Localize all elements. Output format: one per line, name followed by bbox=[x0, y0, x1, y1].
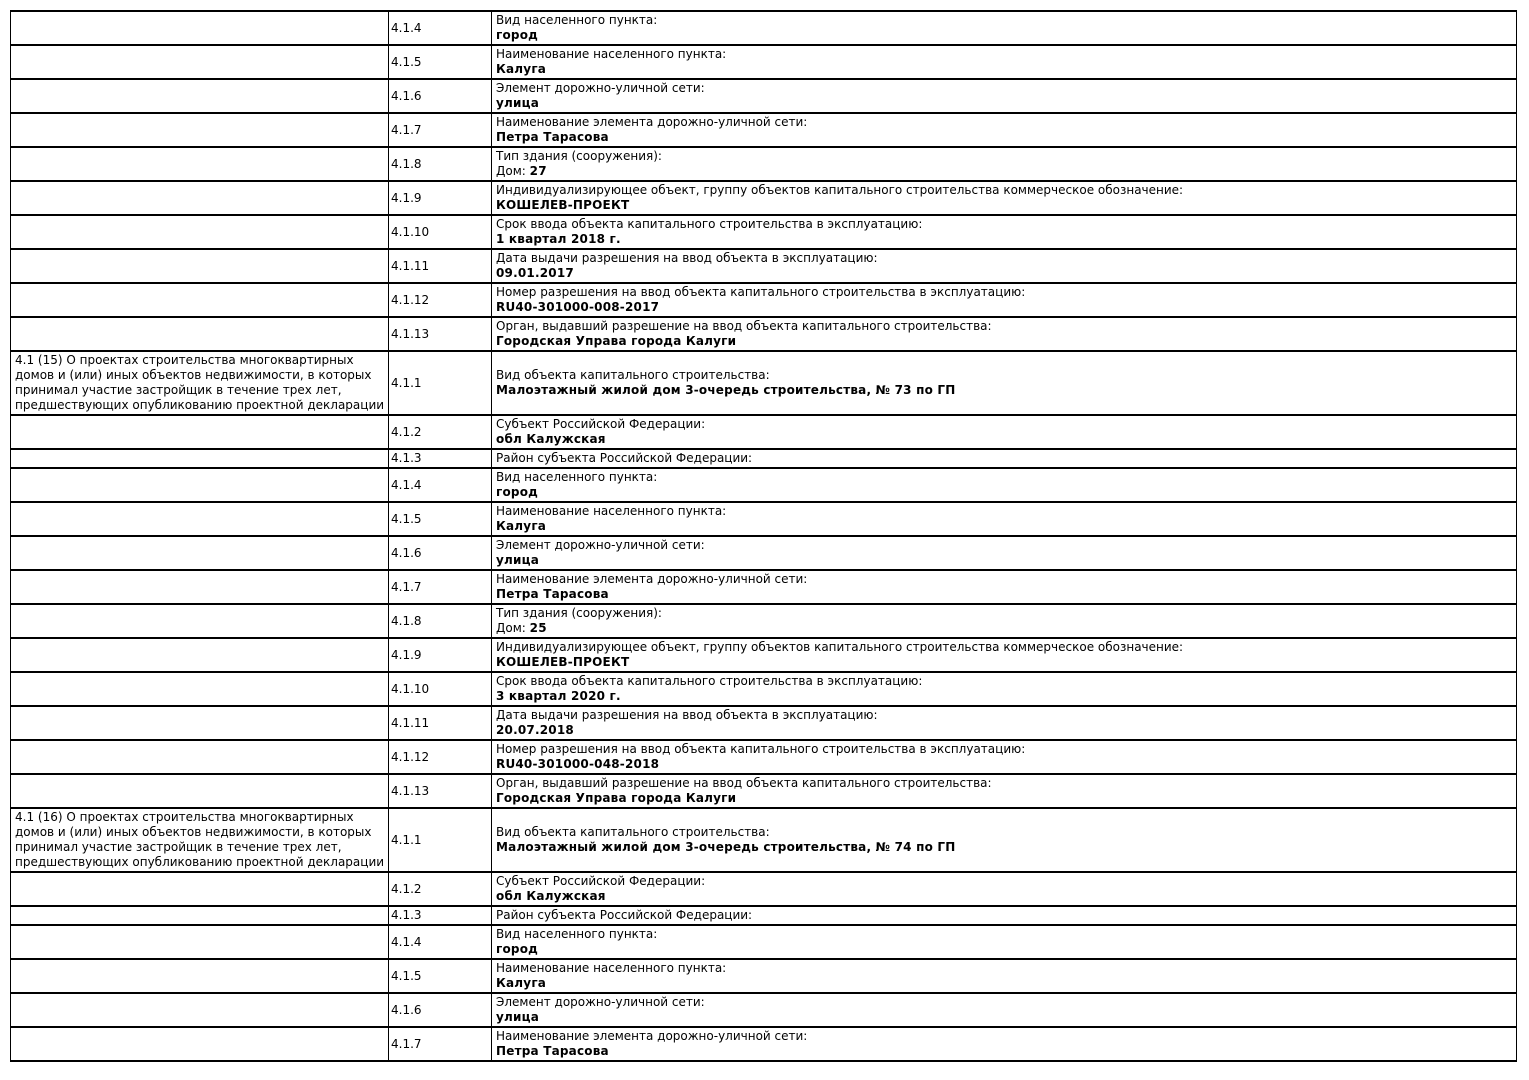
section-description-cell bbox=[11, 706, 389, 740]
table-row bbox=[11, 415, 1517, 449]
field-cell bbox=[492, 925, 1517, 959]
section-description-cell bbox=[11, 872, 389, 906]
item-number-cell: 4.1.5 bbox=[389, 502, 492, 536]
field-label: Номер разрешения на ввод объекта капитального строительства в эксплуатацию: bbox=[496, 285, 1026, 299]
table-row bbox=[11, 351, 1517, 415]
field-value bbox=[496, 621, 1513, 636]
field-value: Петра Тарасова bbox=[496, 587, 609, 601]
section-description-cell bbox=[11, 317, 389, 351]
field-value: Петра Тарасова bbox=[496, 130, 609, 144]
field-value: Городская Управа города Калуги bbox=[496, 334, 737, 348]
section-description-cell bbox=[11, 1027, 389, 1061]
item-number-cell: 4.1.5 bbox=[389, 45, 492, 79]
item-number-cell: 4.1.12 bbox=[389, 740, 492, 774]
table-row bbox=[11, 215, 1517, 249]
field-cell bbox=[492, 351, 1517, 415]
table-row bbox=[11, 740, 1517, 774]
item-number-cell: 4.1.6 bbox=[389, 536, 492, 570]
table-row bbox=[11, 774, 1517, 808]
field-cell bbox=[492, 872, 1517, 906]
field-value: Калуга bbox=[496, 976, 547, 990]
item-number-cell: 4.1.4 bbox=[389, 11, 492, 45]
field-value-text: 27 bbox=[529, 164, 547, 178]
field-label: Номер разрешения на ввод объекта капитального строительства в эксплуатацию: bbox=[496, 742, 1026, 756]
item-number-cell: 4.1.1 bbox=[389, 351, 492, 415]
field-label: Наименование элемента дорожно-уличной сети: bbox=[496, 115, 808, 129]
section-description-cell bbox=[11, 993, 389, 1027]
field-cell bbox=[492, 147, 1517, 181]
field-value: КОШЕЛЕВ-ПРОЕКТ bbox=[496, 655, 630, 669]
field-value: город bbox=[496, 485, 539, 499]
field-label: Субъект Российской Федерации: bbox=[496, 417, 706, 431]
item-number-cell: 4.1.7 bbox=[389, 570, 492, 604]
field-label: Индивидуализирующее объект, группу объектов капитального строительства коммерческое обозначение: bbox=[496, 183, 1184, 197]
table-row bbox=[11, 1027, 1517, 1061]
field-cell bbox=[492, 415, 1517, 449]
section-description-cell bbox=[11, 959, 389, 993]
item-number-cell: 4.1.12 bbox=[389, 283, 492, 317]
table-row bbox=[11, 249, 1517, 283]
project-declaration-table bbox=[10, 10, 1517, 1062]
field-label: Тип здания (сооружения): bbox=[496, 149, 662, 163]
section-description-cell bbox=[11, 215, 389, 249]
field-cell bbox=[492, 79, 1517, 113]
item-number-cell: 4.1.13 bbox=[389, 317, 492, 351]
field-value: улица bbox=[496, 96, 540, 110]
field-value: RU40-301000-008-2017 bbox=[496, 300, 660, 314]
field-cell bbox=[492, 706, 1517, 740]
item-number-cell: 4.1.11 bbox=[389, 249, 492, 283]
field-value: Петра Тарасова bbox=[496, 1044, 609, 1058]
field-label: Срок ввода объекта капитального строительства в эксплуатацию: bbox=[496, 217, 923, 231]
field-value-prefix: Дом: bbox=[496, 164, 526, 178]
field-label: Наименование элемента дорожно-уличной сети: bbox=[496, 1029, 808, 1043]
section-description-cell bbox=[11, 79, 389, 113]
section-description-cell bbox=[11, 672, 389, 706]
field-label: Район субъекта Российской Федерации: bbox=[496, 908, 753, 922]
table-row bbox=[11, 536, 1517, 570]
section-description-cell bbox=[11, 604, 389, 638]
field-cell bbox=[492, 1027, 1517, 1061]
section-description-cell bbox=[11, 925, 389, 959]
field-cell bbox=[492, 11, 1517, 45]
item-number-cell: 4.1.10 bbox=[389, 215, 492, 249]
field-value: город bbox=[496, 28, 539, 42]
field-value: Калуга bbox=[496, 62, 547, 76]
field-cell bbox=[492, 993, 1517, 1027]
item-number-cell: 4.1.6 bbox=[389, 79, 492, 113]
section-description-cell bbox=[11, 415, 389, 449]
section-description-cell bbox=[11, 536, 389, 570]
item-number-cell: 4.1.8 bbox=[389, 147, 492, 181]
table-row bbox=[11, 808, 1517, 872]
table-row bbox=[11, 672, 1517, 706]
table-row bbox=[11, 502, 1517, 536]
item-number-cell: 4.1.13 bbox=[389, 774, 492, 808]
field-label: Субъект Российской Федерации: bbox=[496, 874, 706, 888]
table-body bbox=[11, 11, 1517, 1061]
field-cell bbox=[492, 181, 1517, 215]
item-number-cell: 4.1.4 bbox=[389, 925, 492, 959]
section-description-cell bbox=[11, 774, 389, 808]
section-description-cell bbox=[11, 502, 389, 536]
section-description-cell bbox=[11, 249, 389, 283]
field-value bbox=[496, 164, 1513, 179]
section-description-cell bbox=[11, 468, 389, 502]
item-number-cell: 4.1.9 bbox=[389, 181, 492, 215]
item-number-cell: 4.1.6 bbox=[389, 993, 492, 1027]
field-value: улица bbox=[496, 553, 540, 567]
table-row bbox=[11, 449, 1517, 468]
field-cell bbox=[492, 249, 1517, 283]
field-cell bbox=[492, 317, 1517, 351]
section-description-cell bbox=[11, 570, 389, 604]
field-value: Малоэтажный жилой дом 3-очередь строительства, № 74 по ГП bbox=[496, 840, 956, 854]
field-cell bbox=[492, 672, 1517, 706]
table-row bbox=[11, 604, 1517, 638]
field-value: 1 квартал 2018 г. bbox=[496, 232, 621, 246]
table-row bbox=[11, 181, 1517, 215]
field-cell bbox=[492, 808, 1517, 872]
field-cell bbox=[492, 906, 1517, 925]
field-value: обл Калужская bbox=[496, 432, 606, 446]
field-label: Элемент дорожно-уличной сети: bbox=[496, 81, 705, 95]
table-row bbox=[11, 570, 1517, 604]
field-cell bbox=[492, 959, 1517, 993]
table-row bbox=[11, 638, 1517, 672]
field-value: Малоэтажный жилой дом 3-очередь строительства, № 73 по ГП bbox=[496, 383, 956, 397]
field-label: Район субъекта Российской Федерации: bbox=[496, 451, 753, 465]
field-cell bbox=[492, 468, 1517, 502]
field-value: RU40-301000-048-2018 bbox=[496, 757, 660, 771]
field-cell bbox=[492, 502, 1517, 536]
item-number-cell: 4.1.2 bbox=[389, 872, 492, 906]
table-row bbox=[11, 872, 1517, 906]
field-value: Городская Управа города Калуги bbox=[496, 791, 737, 805]
field-label: Вид объекта капитального строительства: bbox=[496, 825, 770, 839]
field-cell bbox=[492, 536, 1517, 570]
field-label: Наименование населенного пункта: bbox=[496, 504, 727, 518]
field-cell bbox=[492, 449, 1517, 468]
field-cell bbox=[492, 283, 1517, 317]
section-description-cell: 4.1 (15) О проектах строительства многоквартирных домов и (или) иных объектов недвижимости, в которых принимал участие застройщик в течение трех лет, предшествующих опубликованию проектной декларации bbox=[11, 351, 389, 415]
field-value: 09.01.2017 bbox=[496, 266, 574, 280]
section-description-cell bbox=[11, 906, 389, 925]
section-description-cell bbox=[11, 638, 389, 672]
section-description-cell: 4.1 (16) О проектах строительства многоквартирных домов и (или) иных объектов недвижимости, в которых принимал участие застройщик в течение трех лет, предшествующих опубликованию проектной декларации bbox=[11, 808, 389, 872]
field-cell bbox=[492, 740, 1517, 774]
item-number-cell: 4.1.3 bbox=[389, 906, 492, 925]
section-description-cell bbox=[11, 181, 389, 215]
item-number-cell: 4.1.11 bbox=[389, 706, 492, 740]
field-value: КОШЕЛЕВ-ПРОЕКТ bbox=[496, 198, 630, 212]
field-label: Орган, выдавший разрешение на ввод объекта капитального строительства: bbox=[496, 776, 992, 790]
table-row bbox=[11, 283, 1517, 317]
item-number-cell: 4.1.7 bbox=[389, 1027, 492, 1061]
table-row bbox=[11, 11, 1517, 45]
field-label: Дата выдачи разрешения на ввод объекта в эксплуатацию: bbox=[496, 708, 878, 722]
item-number-cell: 4.1.4 bbox=[389, 468, 492, 502]
field-cell bbox=[492, 215, 1517, 249]
table-row bbox=[11, 468, 1517, 502]
section-description-cell bbox=[11, 740, 389, 774]
field-label: Дата выдачи разрешения на ввод объекта в эксплуатацию: bbox=[496, 251, 878, 265]
table-row bbox=[11, 706, 1517, 740]
field-value: 3 квартал 2020 г. bbox=[496, 689, 621, 703]
item-number-cell: 4.1.9 bbox=[389, 638, 492, 672]
item-number-cell: 4.1.10 bbox=[389, 672, 492, 706]
field-label: Вид объекта капитального строительства: bbox=[496, 368, 770, 382]
field-label: Вид населенного пункта: bbox=[496, 927, 658, 941]
item-number-cell: 4.1.1 bbox=[389, 808, 492, 872]
section-description-cell bbox=[11, 45, 389, 79]
item-number-cell: 4.1.3 bbox=[389, 449, 492, 468]
field-label: Тип здания (сооружения): bbox=[496, 606, 662, 620]
field-label: Наименование элемента дорожно-уличной сети: bbox=[496, 572, 808, 586]
section-description-cell bbox=[11, 449, 389, 468]
table-row bbox=[11, 45, 1517, 79]
section-description-cell bbox=[11, 147, 389, 181]
field-value: город bbox=[496, 942, 539, 956]
field-label: Вид населенного пункта: bbox=[496, 13, 658, 27]
table-row bbox=[11, 317, 1517, 351]
table-row bbox=[11, 79, 1517, 113]
field-label: Индивидуализирующее объект, группу объектов капитального строительства коммерческое обозначение: bbox=[496, 640, 1184, 654]
table-row bbox=[11, 113, 1517, 147]
item-number-cell: 4.1.8 bbox=[389, 604, 492, 638]
item-number-cell: 4.1.7 bbox=[389, 113, 492, 147]
field-value-text: 25 bbox=[529, 621, 547, 635]
field-label: Элемент дорожно-уличной сети: bbox=[496, 538, 705, 552]
field-label: Вид населенного пункта: bbox=[496, 470, 658, 484]
field-label: Наименование населенного пункта: bbox=[496, 47, 727, 61]
table-row bbox=[11, 993, 1517, 1027]
field-label: Орган, выдавший разрешение на ввод объекта капитального строительства: bbox=[496, 319, 992, 333]
table-row bbox=[11, 925, 1517, 959]
table-row bbox=[11, 147, 1517, 181]
field-value: 20.07.2018 bbox=[496, 723, 574, 737]
field-cell bbox=[492, 604, 1517, 638]
field-cell bbox=[492, 113, 1517, 147]
field-label: Наименование населенного пункта: bbox=[496, 961, 727, 975]
table-row bbox=[11, 959, 1517, 993]
item-number-cell: 4.1.2 bbox=[389, 415, 492, 449]
field-cell bbox=[492, 638, 1517, 672]
section-description-cell bbox=[11, 11, 389, 45]
table-row bbox=[11, 906, 1517, 925]
section-description-cell bbox=[11, 283, 389, 317]
field-value: обл Калужская bbox=[496, 889, 606, 903]
field-value: улица bbox=[496, 1010, 540, 1024]
item-number-cell: 4.1.5 bbox=[389, 959, 492, 993]
field-label: Срок ввода объекта капитального строительства в эксплуатацию: bbox=[496, 674, 923, 688]
section-description-cell bbox=[11, 113, 389, 147]
field-value: Калуга bbox=[496, 519, 547, 533]
field-cell bbox=[492, 774, 1517, 808]
field-label: Элемент дорожно-уличной сети: bbox=[496, 995, 705, 1009]
field-value-prefix: Дом: bbox=[496, 621, 526, 635]
field-cell bbox=[492, 45, 1517, 79]
field-cell bbox=[492, 570, 1517, 604]
